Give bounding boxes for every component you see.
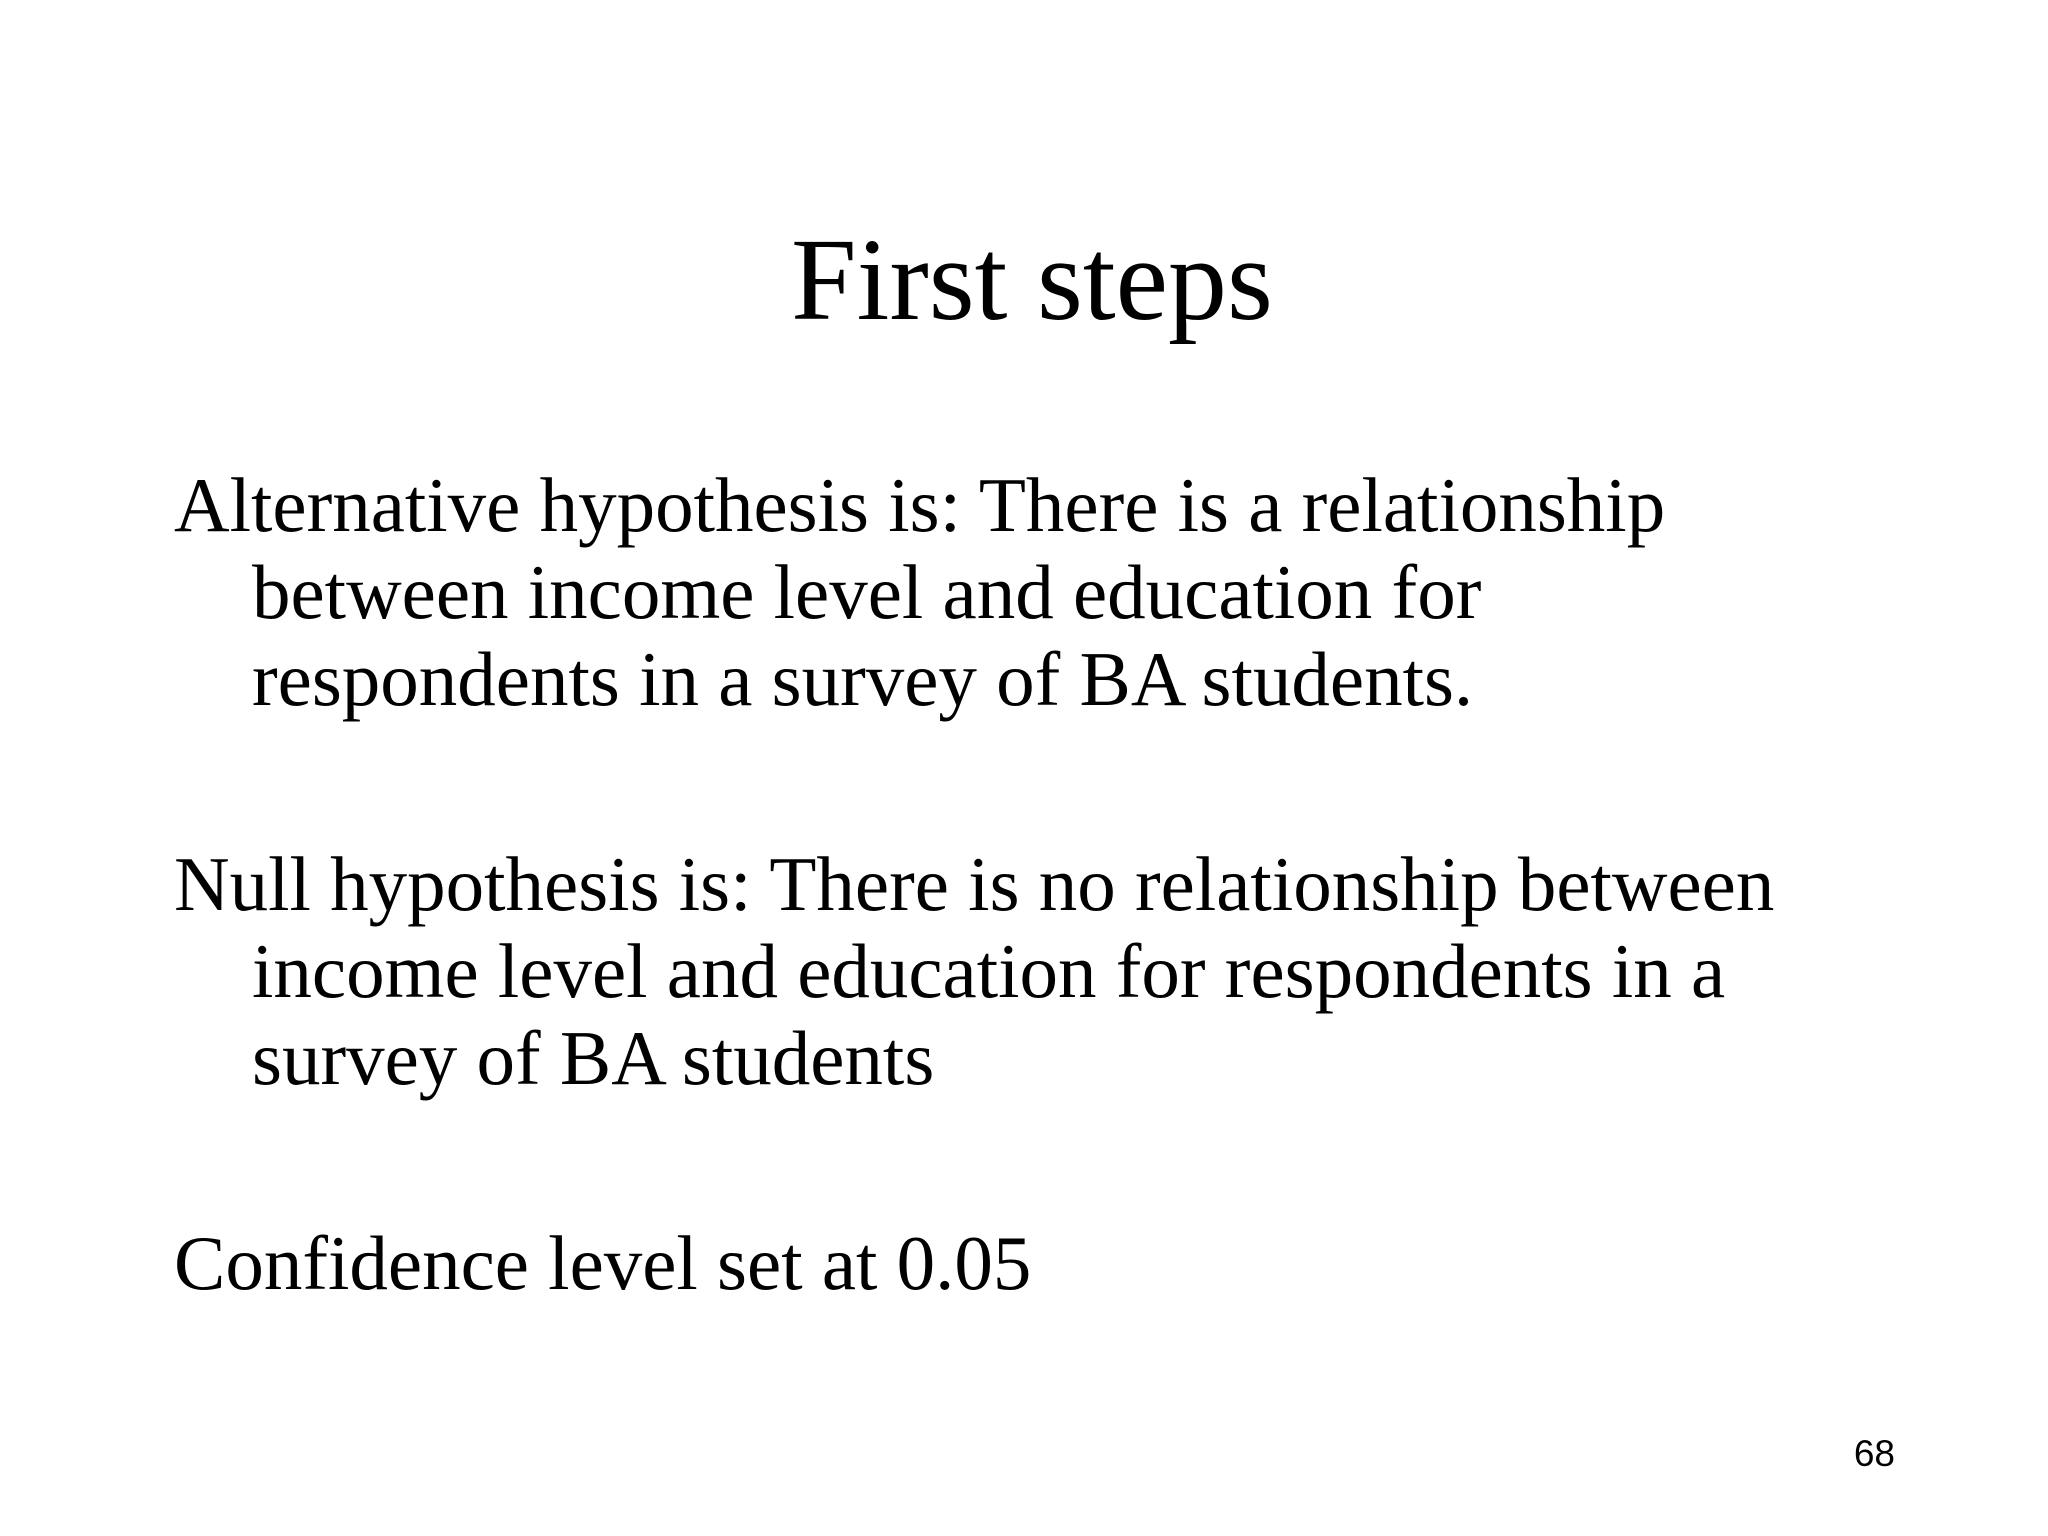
null-hypothesis-line-1: Null hypothesis is: There is no relationship between <box>174 841 1775 927</box>
null-hypothesis-line-3: survey of BA students <box>252 1015 935 1101</box>
alternative-hypothesis-line-1: Alternative hypothesis is: There is a relationship <box>174 462 1666 548</box>
null-hypothesis-line-2: income level and education for respondents in a <box>252 928 1726 1014</box>
confidence-level-paragraph <box>174 1220 1954 1307</box>
confidence-level-line-1: Confidence level set at 0.05 <box>174 1220 1032 1306</box>
alternative-hypothesis-line-3: respondents in a survey of BA students. <box>252 636 1474 722</box>
null-hypothesis-paragraph <box>174 841 1954 1102</box>
slide-body <box>174 462 1954 1307</box>
slide-title: First steps <box>791 214 1273 345</box>
alternative-hypothesis-paragraph <box>174 462 1954 723</box>
alternative-hypothesis-line-2: between income level and education for <box>252 549 1482 635</box>
page-number: 68 <box>1853 1433 1895 1474</box>
